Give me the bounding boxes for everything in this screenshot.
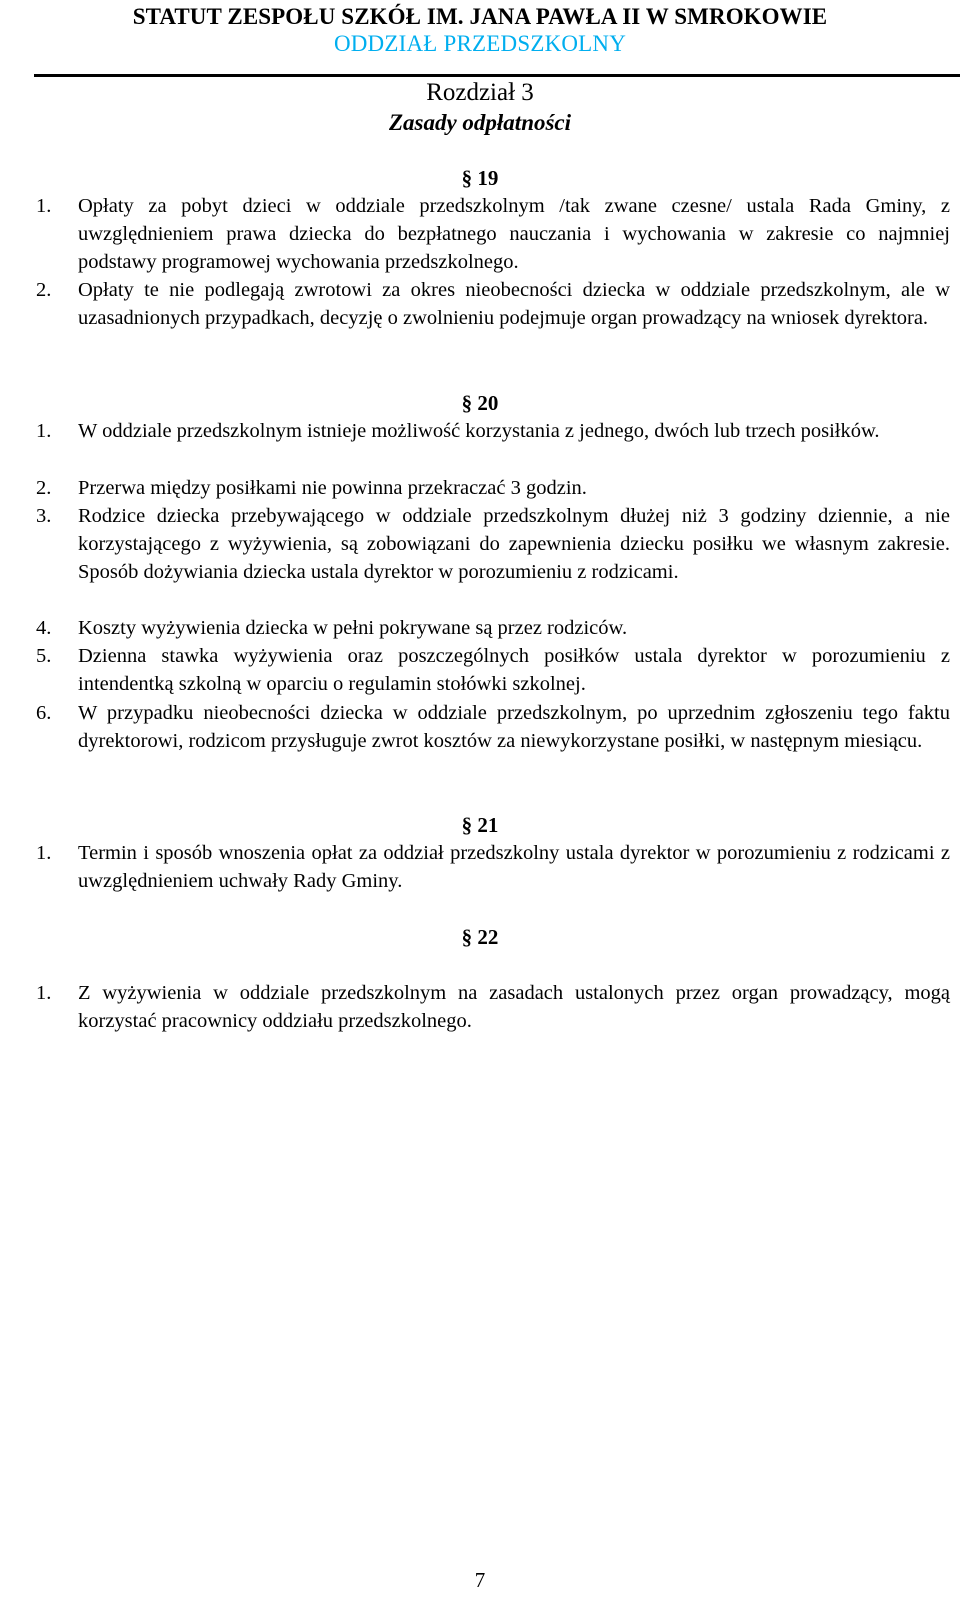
section-heading-21: § 21 — [461, 813, 499, 837]
header-title: STATUT ZESPOŁU SZKÓŁ IM. JANA PAWŁA II W SMROKOWIE — [132, 4, 828, 29]
paragraph-number: 2. — [36, 279, 52, 301]
paragraph-number: 1. — [36, 982, 52, 1004]
chapter-subtitle: Zasady odpłatności — [388, 110, 572, 135]
paragraph-20-6 — [36, 699, 950, 755]
paragraph-number: 5. — [36, 645, 52, 667]
section-heading-22: § 22 — [461, 925, 499, 949]
paragraph-20-3 — [36, 502, 950, 587]
paragraph-number: 2. — [36, 477, 52, 499]
section-heading-19: § 19 — [461, 166, 499, 190]
paragraph-text: W oddziale przedszkolnym istnieje możliwość korzystania z jednego, dwóch lub trzech posiłków. — [78, 420, 880, 442]
paragraph-20-5 — [36, 642, 950, 698]
header-divider — [34, 74, 960, 77]
paragraph-number: 6. — [36, 702, 52, 724]
paragraph-text: W przypadku nieobecności dziecka w oddziale przedszkolnym, po uprzednim zgłoszeniu tego faktu dyrektorowi, rodzicom przysługuje zwrot kosztów za niewykorzystane posiłki, w następnym miesiącu. — [78, 702, 950, 753]
header-subtitle: ODDZIAŁ PRZEDSZKOLNY — [333, 31, 627, 56]
paragraph-21-1 — [36, 839, 950, 895]
paragraph-number: 1. — [36, 420, 52, 442]
paragraph-19-2 — [36, 276, 950, 332]
paragraph-text: Koszty wyżywienia dziecka w pełni pokrywane są przez rodziców. — [78, 617, 628, 639]
chapter-heading — [0, 78, 960, 138]
paragraph-number: 1. — [36, 842, 52, 864]
paragraph-text: Dzienna stawka wyżywienia oraz poszczególnych posiłków ustala dyrektor w porozumieniu z intendentką szkolną w oparciu o regulamin stołówki szkolnej. — [78, 645, 950, 696]
chapter-title: Rozdział 3 — [426, 79, 534, 106]
document-header — [0, 4, 960, 58]
paragraph-text: Termin i sposób wnoszenia opłat za oddział przedszkolny ustala dyrektor w porozumieniu z rodzicami z uwzględnieniem uchwały Rady Gminy. — [78, 842, 950, 893]
paragraph-number: 4. — [36, 617, 52, 639]
paragraph-19-1 — [36, 192, 950, 277]
paragraph-text: Przerwa między posiłkami nie powinna przekraczać 3 godzin. — [78, 477, 587, 499]
paragraph-number: 1. — [36, 195, 52, 217]
paragraph-20-1 — [36, 417, 950, 445]
section-heading-20: § 20 — [461, 391, 499, 415]
paragraph-22-1 — [36, 979, 950, 1035]
paragraph-text: Opłaty za pobyt dzieci w oddziale przedszkolnym /tak zwane czesne/ ustala Rada Gminy, z uwzględnieniem prawa dziecka do bezpłatnego nauczania i wychowania w zakresie co najmniej podstawy programowej wychowania przedszkolnego. — [78, 195, 950, 274]
paragraph-text: Rodzice dziecka przebywającego w oddziale przedszkolnym dłużej niż 3 godziny dziennie, a nie korzystającego z wyżywienia, są zobowiązani do zapewnienia dziecku posiłku we własnym zakresie. Sposób dożywiania dziecka ustala dyrektor w porozumieniu z rodzicami. — [78, 505, 950, 584]
paragraph-text: Z wyżywienia w oddziale przedszkolnym na zasadach ustalonych przez organ prowadzący, mogą korzystać pracownicy oddziału przedszkolnego. — [78, 982, 950, 1033]
paragraph-number: 3. — [36, 505, 52, 527]
paragraph-text: Opłaty te nie podlegają zwrotowi za okres nieobecności dziecka w oddziale przedszkolnym, ale w uzasadnionych przypadkach, decyzję o zwolnieniu podejmuje organ prowadzący na wniosek dyrektora. — [78, 279, 950, 330]
paragraph-20-4 — [36, 614, 950, 642]
page-number: 7 — [474, 1568, 486, 1592]
paragraph-20-2 — [36, 474, 950, 502]
